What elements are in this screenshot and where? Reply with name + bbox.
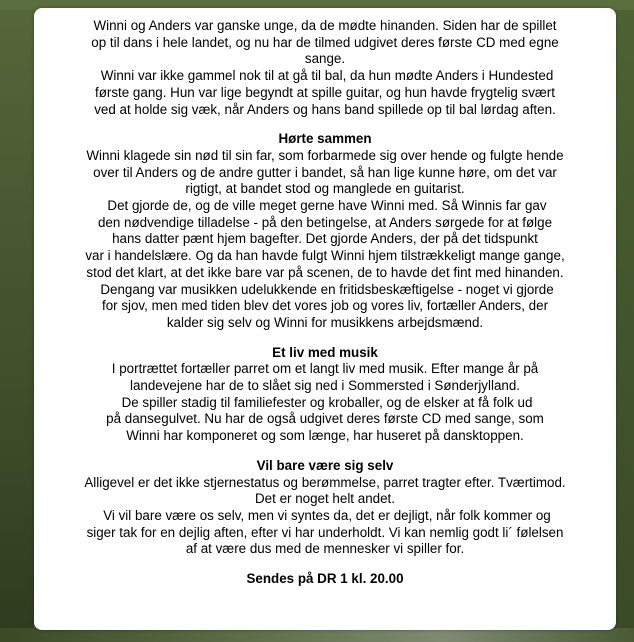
article-panel	[34, 8, 616, 630]
body-line: De spiller stadig til familiefester og kroballer, og de elsker at få folk ud	[121, 394, 533, 410]
body-line: stod det klart, at det ikke bare var på scenen, de to havde det fint med hinanden.	[86, 264, 564, 280]
body-line: hans datter pænt hjem bagefter. Det gjorde Anders, der på det tidspunkt	[112, 231, 538, 247]
body-line: rigtigt, at bandet stod og manglede en guitarist.	[185, 181, 465, 197]
section-heading: Et liv med musik	[272, 344, 378, 360]
section-heading: Vil bare være sig selv	[256, 457, 394, 473]
body-line: Dengang var musikken udelukkende en fritidsbeskæftigelse - noget vi gjorde	[100, 281, 554, 297]
section-et-liv-med-musik	[34, 345, 616, 445]
body-line: Vi vil bare være os selv, men vi syntes da, det er dejligt, når folk kommer og	[103, 507, 551, 523]
intro-line: sange.	[304, 51, 346, 67]
section-heading: Hørte sammen	[278, 131, 372, 147]
body-line: Det er noget helt andet.	[255, 491, 395, 507]
body-line: landevejene har de to slået sig ned i Sommersted i Sønderjylland.	[129, 378, 521, 394]
spacer	[34, 558, 616, 571]
body-line: den nødvendige tilladelse - på den betingelse, at Anders sørgede for at følge	[97, 214, 553, 230]
intro-line: Winni var ikke gammel nok til at gå til bal, da hun mødte Anders i Hundested	[100, 68, 554, 84]
spacer	[34, 118, 616, 131]
body-line: Winni klagede sin nød til sin far, som forbarmede sig over hende og fulgte hende	[86, 147, 564, 163]
body-line: på dansegulvet. Nu har de også udgivet deres første CD med sange, som	[106, 411, 544, 427]
body-line: for sjov, men med tiden blev det vores job og vores liv, fortæller Anders, der	[101, 298, 549, 314]
body-line: af at være dus med de mennesker vi spiller for.	[185, 541, 465, 557]
body-line: over til Anders og de andre gutter i bandet, så han lige kunne høre, om det var	[93, 164, 557, 180]
article-content	[34, 18, 616, 588]
body-line: Alligevel er det ikke stjernestatus og berømmelse, parret tragter efter. Tværtimod.	[84, 474, 566, 490]
broadcast-time: Sendes på DR 1 kl. 20.00	[246, 571, 404, 587]
body-line: var i handelslære. Og da han havde fulgt Winni hjem tilstrækkeligt mange gange,	[85, 248, 565, 264]
spacer	[34, 332, 616, 345]
background-left	[0, 0, 34, 642]
intro-line: Winni og Anders var ganske unge, da de mødte hinanden. Siden har de spillet	[93, 18, 557, 33]
spacer	[34, 445, 616, 458]
intro-line: første gang. Hun var lige begyndt at spille guitar, og hun havde frygtelig svært	[94, 84, 555, 100]
intro-paragraph	[34, 18, 616, 118]
intro-line: ved at holde sig væk, når Anders og hans band spillede op til bal lørdag aften.	[94, 101, 556, 117]
body-line: I portrættet fortæller parret om et langt liv med musik. Efter mange år på	[111, 361, 539, 377]
body-line: Det gjorde de, og de ville meget gerne have Winni med. Så Winnis far gav	[107, 198, 547, 214]
section-vil-bare-vaere-sig-selv	[34, 458, 616, 558]
body-line: siger tak for en dejlig aften, efter vi har underholdt. Vi kan nemlig godt li´ følelsen	[86, 524, 564, 540]
intro-line: op til dans i hele landet, og nu har de tilmed udgivet deres første CD med egne	[91, 34, 559, 50]
body-line: kalder sig selv og Winni for musikkens arbejdsmænd.	[166, 314, 484, 330]
body-line: Winni har komponeret og som længe, har huseret på dansktoppen.	[126, 428, 524, 444]
background-bottom	[0, 628, 634, 642]
section-horte-sammen	[34, 131, 616, 331]
